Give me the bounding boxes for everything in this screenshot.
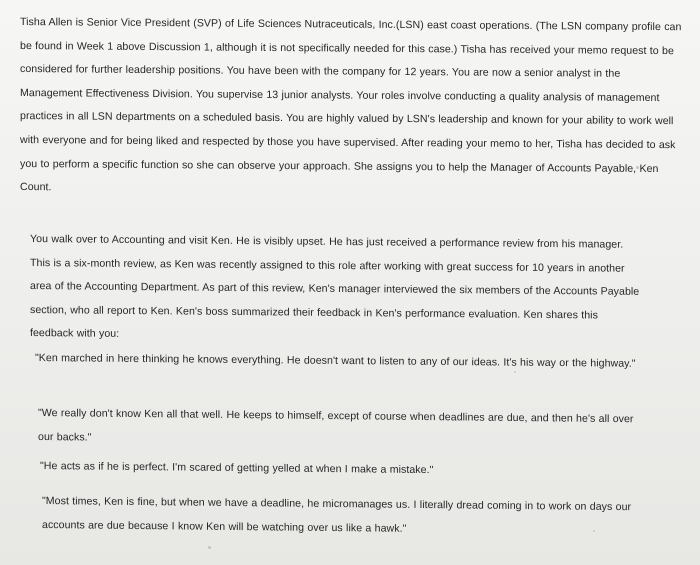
scan-speck — [208, 546, 211, 549]
scan-speck — [514, 371, 516, 373]
scan-speck — [593, 530, 595, 532]
feedback-quote-1: "Ken marched in here thinking he knows everything. He doesn't want to listen to any of our ideas. It's his way or the highway." — [35, 352, 636, 370]
feedback-quote-4: "Most times, Ken is fine, but when we have a deadline, he micromanages us. I literally dread coming in to work on days our accounts are due because I know Ken will be watching over us like a hawk." — [42, 495, 632, 535]
visit-paragraph: You walk over to Accounting and visit Ken. He is visibly upset. He has just received a performance review from his manager. This is a six-month review, as Ken was recently assigned to this role after working with great success for 10 years in another area of the Accounting Department. As part of this review, Ken's manager interviewed the six members of the Accounts Payable section, who all report to Ken. Ken's boss summarized their feedback in Ken's performance evaluation. Ken shares this feedback with you: — [30, 233, 640, 341]
feedback-quote-2: "We really don't know Ken all that well. He keeps to himself, except of course when deadlines are due, and then he's all over our backs." — [38, 407, 634, 444]
feedback-quote-3: "He acts as if he is perfect. I'm scared of getting yelled at when I make a mistake." — [40, 460, 434, 477]
scan-speck — [636, 166, 639, 169]
intro-paragraph: Tisha Allen is Senior Vice President (SVP) of Life Sciences Nutraceuticals, Inc.(LSN) east coast operations. (The LSN company profile can be found in Week 1 above Discussion 1, although it is not specifically needed for this case.) Tisha has received your memo request to be considered for further leadership positions. You have been with the company for 12 years. You are now a senior analyst in the Management Effectiveness Division. You supervise 13 junior analysts. Your roles involve conducting a quality analysis of management practices in all LSN departments on a scheduled basis. You are highly valued by LSN's leadership and known for your ability to work well with everyone and for being liked and respected by those you have supervised. After reading your memo to her, Tisha has decided to ask you to perform a specific function so she can observe your approach. She assigns you to help the Manager of Accounts Payable, Ken Count. — [20, 16, 682, 194]
